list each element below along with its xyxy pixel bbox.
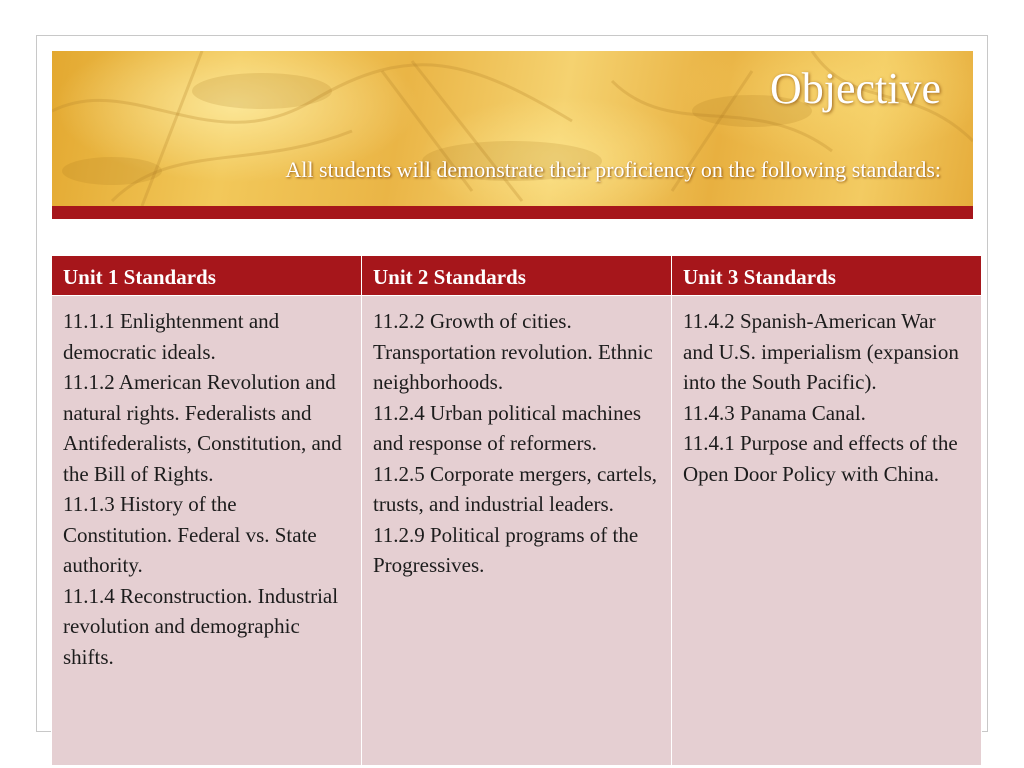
standard-item: 11.2.2 Growth of cities. Transportation revolution. Ethnic neighborhoods. [373, 309, 653, 394]
standard-item: 11.4.1 Purpose and effects of the Open Door Policy with China. [683, 431, 958, 486]
header-unit-1: Unit 1 Standards [52, 256, 362, 296]
table-row [52, 296, 982, 766]
header-unit-3: Unit 3 Standards [672, 256, 982, 296]
standard-item: 11.1.4 Reconstruction. Industrial revolution and demographic shifts. [63, 583, 339, 669]
standard-item: 11.2.4 Urban political machines and response of reformers. [373, 400, 642, 455]
standard-item: 11.2.5 Corporate mergers, cartels, trusts, and industrial leaders. [373, 461, 657, 516]
unit-2-cell [362, 296, 672, 766]
standard-item: 11.1.2 American Revolution and natural rights. Federalists and Antifederalists, Constitution, and the Bill of Rights. [63, 370, 342, 486]
standard-item: 11.1.1 Enlightenment and democratic ideals. [63, 309, 280, 364]
banner-accent-bar [52, 206, 973, 219]
slide-subtitle: All students will demonstrate their proficiency on the following standards: [285, 157, 941, 182]
header-unit-2: Unit 2 Standards [362, 256, 672, 296]
unit-1-cell [52, 296, 362, 766]
standard-item: 11.2.9 Political programs of the Progressives. [373, 522, 639, 577]
standards-table [51, 255, 982, 766]
standard-item: 11.4.3 Panama Canal. [683, 400, 866, 425]
unit-3-cell [672, 296, 982, 766]
standard-item: 11.4.2 Spanish-American War and U.S. imperialism (expansion into the South Pacific). [683, 309, 959, 394]
title-banner [52, 51, 973, 206]
table-header-row [52, 256, 982, 296]
standard-item: 11.1.3 History of the Constitution. Federal vs. State authority. [63, 492, 317, 577]
slide-title: Objective [769, 64, 941, 113]
